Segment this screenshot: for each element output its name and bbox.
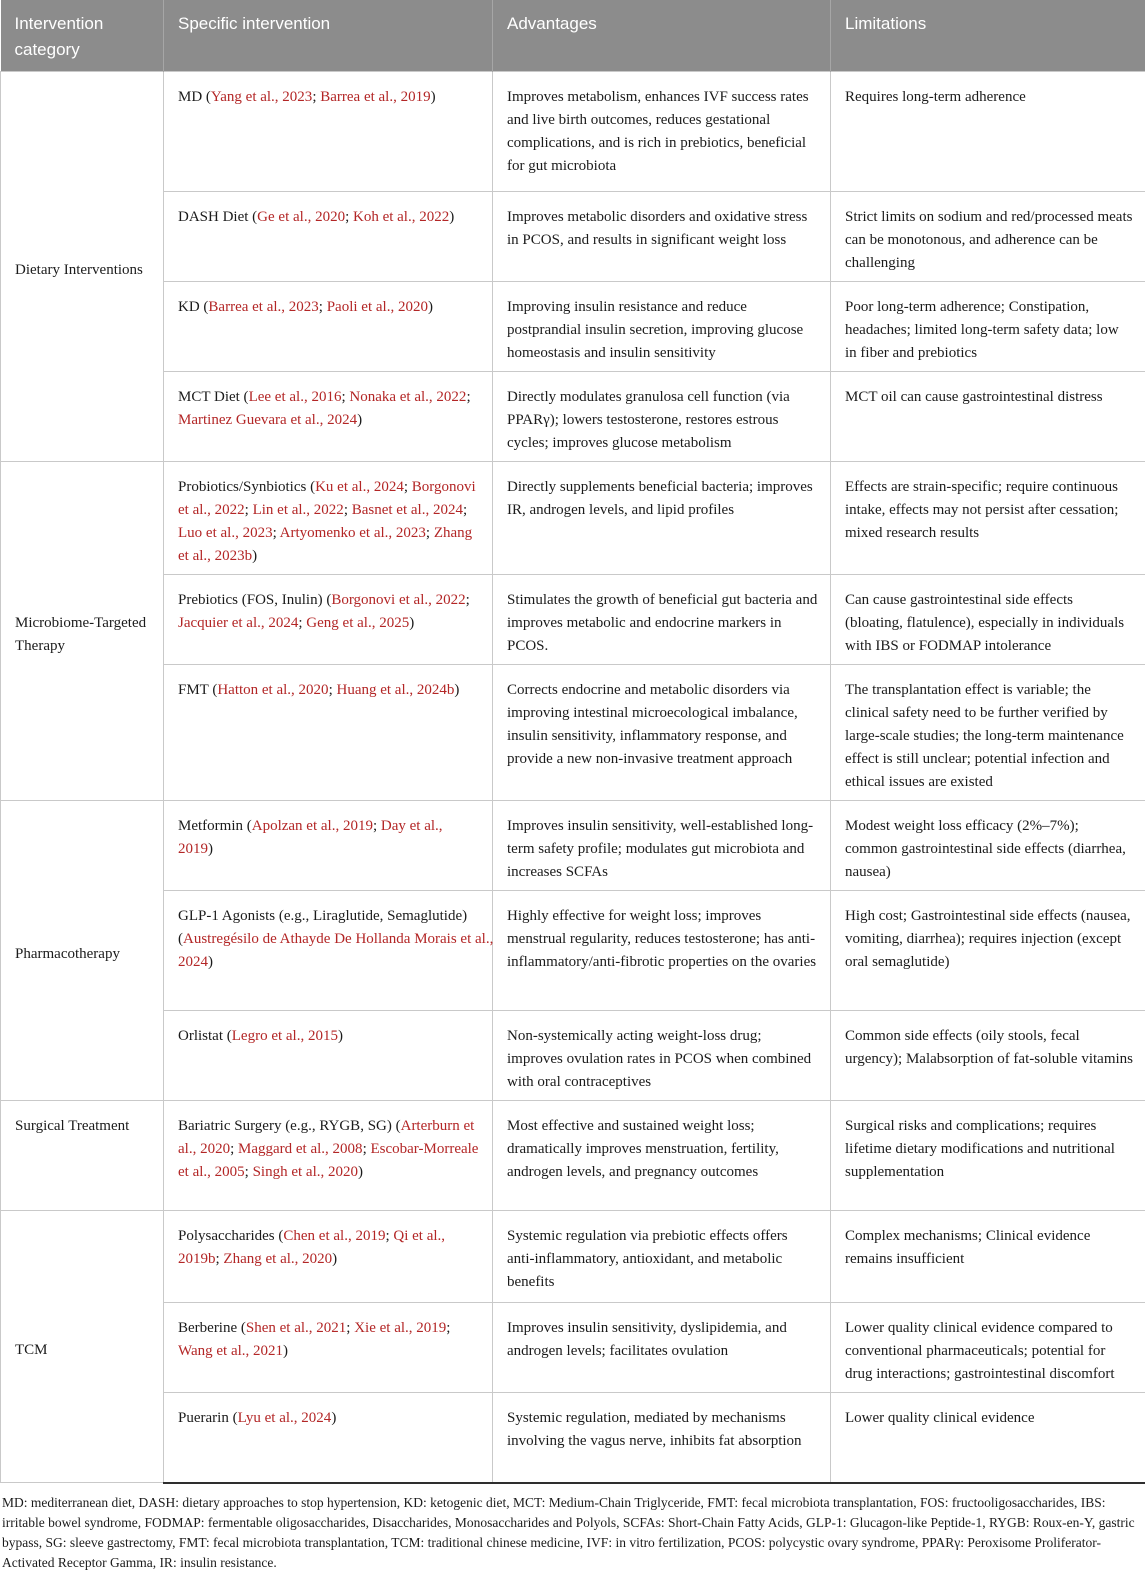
text-segment: ; <box>345 209 353 225</box>
text-segment: Polysaccharides ( <box>178 1228 283 1244</box>
advantages-cell: Systemic regulation via prebiotic effects offers anti-inflammatory, antioxidant, and metabolic benefits <box>493 1211 831 1303</box>
row-orlistat <box>1 1011 1145 1101</box>
text-segment: ) <box>331 1410 336 1426</box>
limitations-cell: Surgical risks and complications; requires lifetime dietary modifications and nutritional supplementation <box>831 1101 1145 1211</box>
intervention-cell <box>164 891 493 1011</box>
citation-link[interactable]: Barrea et al., 2019 <box>320 89 430 105</box>
advantages-cell: Non-systemically acting weight-loss drug; improves ovulation rates in PCOS when combined with oral contraceptives <box>493 1011 831 1101</box>
citation-link[interactable]: Koh et al., 2022 <box>353 209 449 225</box>
text-segment: ) <box>428 299 433 315</box>
citation-link[interactable]: Zhang et al., 2020 <box>223 1251 332 1267</box>
limitations-cell: Can cause gastrointestinal side effects (bloating, flatulence), especially in individuals with IBS or FODMAP intolerance <box>831 575 1145 665</box>
text-segment: ; <box>426 525 434 541</box>
intervention-cell <box>164 1303 493 1393</box>
citation-link[interactable]: Ku et al., 2024 <box>315 479 404 495</box>
limitations-cell: Poor long-term adherence; Constipation, headaches; limited long-term safety data; low in fiber and prebiotics <box>831 282 1145 372</box>
intervention-cell <box>164 575 493 665</box>
col-header-advantages: Advantages <box>493 0 831 72</box>
citation-link[interactable]: Basnet et al., 2024 <box>352 502 463 518</box>
intervention-cell <box>164 282 493 372</box>
text-segment: Berberine ( <box>178 1320 246 1336</box>
text-segment: ; <box>385 1228 393 1244</box>
text-segment: MCT Diet ( <box>178 389 249 405</box>
text-segment: KD ( <box>178 299 208 315</box>
limitations-cell: Lower quality clinical evidence <box>831 1393 1145 1483</box>
text-segment: ) <box>431 89 436 105</box>
citation-link[interactable]: Geng et al., 2025 <box>306 615 409 631</box>
citation-link[interactable]: 2024 <box>178 954 208 970</box>
intervention-cell <box>164 1393 493 1483</box>
row-polysaccharides <box>1 1211 1145 1303</box>
citation-link[interactable]: Legro et al., 2015 <box>232 1028 338 1044</box>
citation-link[interactable]: Paoli et al., 2020 <box>327 299 428 315</box>
citation-link[interactable]: Martinez Guevara et al., 2024 <box>178 412 357 428</box>
text-segment: ) <box>449 209 454 225</box>
advantages-cell: Directly supplements beneficial bacteria; improves IR, androgen levels, and lipid profiles <box>493 462 831 575</box>
header-row <box>1 0 1145 72</box>
limitations-cell: Requires long-term adherence <box>831 72 1145 192</box>
category-cell-surgical-treatment: Surgical Treatment <box>1 1101 164 1211</box>
citation-link[interactable]: Arterburn et al., 2020 <box>178 1118 474 1157</box>
citation-link[interactable]: Borgonovi et al., 2022 <box>331 592 465 608</box>
row-fmt <box>1 665 1145 801</box>
citation-link[interactable]: Qi et al., 2019b <box>178 1228 445 1267</box>
intervention-cell <box>164 1101 493 1211</box>
limitations-cell: Modest weight loss efficacy (2%–7%); common gastrointestinal side effects (diarrhea, nausea) <box>831 801 1145 891</box>
text-segment: ; <box>216 1251 224 1267</box>
text-segment: ; <box>446 1320 450 1336</box>
advantages-cell: Stimulates the growth of beneficial gut bacteria and improves metabolic and endocrine markers in PCOS. <box>493 575 831 665</box>
row-md <box>1 72 1145 192</box>
intervention-cell <box>164 665 493 801</box>
col-header-specific-intervention: Specific intervention <box>164 0 493 72</box>
limitations-cell: MCT oil can cause gastrointestinal distress <box>831 372 1145 462</box>
intervention-cell <box>164 1011 493 1101</box>
limitations-cell: Lower quality clinical evidence compared to conventional pharmaceuticals; potential for drug interactions; gastrointestinal discomfort <box>831 1303 1145 1393</box>
col-header-limitations: Limitations <box>831 0 1145 72</box>
advantages-cell: Directly modulates granulosa cell function (via PPARγ); lowers testosterone, restores estrous cycles; improves glucose metabolism <box>493 372 831 462</box>
advantages-cell: Improves insulin sensitivity, dyslipidemia, and androgen levels; facilitates ovulation <box>493 1303 831 1393</box>
text-segment: ; <box>463 502 467 518</box>
text-segment: ; <box>373 818 381 834</box>
limitations-cell: High cost; Gastrointestinal side effects (nausea, vomiting, diarrhea); requires injection (except oral semaglutide) <box>831 891 1145 1011</box>
citation-link[interactable]: Artyomenko et al., 2023 <box>280 525 426 541</box>
text-segment: ) <box>358 1164 363 1180</box>
text-segment: ) <box>332 1251 337 1267</box>
text-segment: ( <box>178 931 183 947</box>
table-footnote: MD: mediterranean diet, DASH: dietary approaches to stop hypertension, KD: ketogenic diet, MCT: Medium-Chain Triglyceride, FMT: fecal microbiota transplantation, FOS: fructooligosaccharides, IBS: irritable bowel syndrome, FODMAP: fermentable oligosaccharides, Disaccharides, Monosaccharides and Polyols, SCFAs: Short-Chain Fatty Acids, GLP-1: Glucagon-like Peptide-1, RYGB: Roux-en-Y, gastric bypass, SG: sleeve gastrectomy, FMT: fecal microbiota transplantation, TCM: traditional chinese medicine, IVF: in vitro fertilization, PCOS: polycystic ovary syndrome, PPARγ: Peroxisome Proliferator-Activated Receptor Gamma, IR: insulin resistance. <box>0 1484 1145 1573</box>
citation-link[interactable]: Ge et al., 2020 <box>257 209 345 225</box>
citation-link[interactable]: Jacquier et al., 2024 <box>178 615 298 631</box>
intervention-cell <box>164 1211 493 1303</box>
citation-link[interactable]: Barrea et al., 2023 <box>208 299 318 315</box>
citation-link[interactable]: Yang et al., 2023 <box>211 89 312 105</box>
text-segment: ; <box>273 525 280 541</box>
text-segment: ; <box>245 1164 253 1180</box>
citation-link[interactable]: Shen et al., 2021 <box>246 1320 346 1336</box>
row-metformin <box>1 801 1145 891</box>
citation-link[interactable]: Luo et al., 2023 <box>178 525 273 541</box>
row-berberine <box>1 1303 1145 1393</box>
citation-link[interactable]: Austregésilo de Athayde De Hollanda Morais et al., <box>183 931 493 947</box>
citation-link[interactable]: Nonaka et al., 2022 <box>349 389 466 405</box>
row-kd <box>1 282 1145 372</box>
text-segment: GLP-1 Agonists (e.g., Liraglutide, Semaglutide) <box>178 908 467 924</box>
text-segment: ) <box>283 1343 288 1359</box>
advantages-cell: Improving insulin resistance and reduce postprandial insulin secretion, improving glucose homeostasis and insulin sensitivity <box>493 282 831 372</box>
text-segment: ; <box>312 89 320 105</box>
text-segment: ) <box>208 954 213 970</box>
text-segment: ; <box>319 299 327 315</box>
text-segment: ; <box>298 615 306 631</box>
advantages-cell: Improves metabolic disorders and oxidative stress in PCOS, and results in significant weight loss <box>493 192 831 282</box>
citation-link[interactable]: Lee et al., 2016 <box>249 389 342 405</box>
text-segment: Bariatric Surgery (e.g., RYGB, SG) ( <box>178 1118 401 1134</box>
text-segment: Puerarin ( <box>178 1410 238 1426</box>
row-bariatric-surgery <box>1 1101 1145 1211</box>
intervention-cell <box>164 192 493 282</box>
text-segment: ; <box>341 389 349 405</box>
citation-link[interactable]: Escobar-Morreale et al., 2005 <box>178 1141 478 1180</box>
text-segment: FMT ( <box>178 682 217 698</box>
text-segment: ; <box>346 1320 354 1336</box>
citation-link[interactable]: Zhang et al., 2023b <box>178 525 472 564</box>
citation-link[interactable]: Borgonovi et al., 2022 <box>178 479 476 518</box>
citation-link[interactable]: Huang et al., 2024b <box>336 682 454 698</box>
text-segment: ) <box>338 1028 343 1044</box>
advantages-cell: Highly effective for weight loss; improves menstrual regularity, reduces testosterone; has anti-inflammatory/anti-fibrotic properties on the ovaries <box>493 891 831 1011</box>
citation-link[interactable]: Day et al., 2019 <box>178 818 443 857</box>
citation-link[interactable]: Singh et al., 2020 <box>253 1164 358 1180</box>
category-cell-dietary-interventions: Dietary Interventions <box>1 72 164 462</box>
limitations-cell: Common side effects (oily stools, fecal urgency); Malabsorption of fat-soluble vitamins <box>831 1011 1145 1101</box>
citation-link[interactable]: Lyu et al., 2024 <box>238 1410 332 1426</box>
advantages-cell: Most effective and sustained weight loss; dramatically improves menstruation, fertility, androgen levels, and pregnancy outcomes <box>493 1101 831 1211</box>
text-segment: ) <box>409 615 414 631</box>
citation-link[interactable]: Chen et al., 2019 <box>283 1228 385 1244</box>
text-segment: ; <box>466 592 470 608</box>
text-segment: ; <box>344 502 352 518</box>
limitations-cell: Strict limits on sodium and red/processed meats can be monotonous, and adherence can be challenging <box>831 192 1145 282</box>
category-cell-pharmacotherapy: Pharmacotherapy <box>1 801 164 1101</box>
citation-link[interactable]: Wang et al., 2021 <box>178 1343 283 1359</box>
category-cell-microbiome-targeted-therapy: Microbiome-Targeted Therapy <box>1 462 164 801</box>
citation-link[interactable]: Hatton et al., 2020 <box>217 682 328 698</box>
text-segment: MD ( <box>178 89 211 105</box>
advantages-cell: Improves metabolism, enhances IVF success rates and live birth outcomes, reduces gestational complications, and is rich in prebiotics, beneficial for gut microbiota <box>493 72 831 192</box>
text-segment: ; <box>230 1141 238 1157</box>
advantages-cell: Improves insulin sensitivity, well-established long-term safety profile; modulates gut microbiota and increases SCFAs <box>493 801 831 891</box>
intervention-cell <box>164 801 493 891</box>
advantages-cell: Corrects endocrine and metabolic disorders via improving intestinal microecological imbalance, insulin sensitivity, inflammatory response, and provide a new non-invasive treatment approach <box>493 665 831 801</box>
row-puerarin <box>1 1393 1145 1483</box>
text-segment: Prebiotics (FOS, Inulin) ( <box>178 592 331 608</box>
citation-link[interactable]: Apolzan et al., 2019 <box>252 818 373 834</box>
text-segment: ) <box>357 412 362 428</box>
intervention-cell <box>164 372 493 462</box>
row-mct-diet <box>1 372 1145 462</box>
text-segment: ; <box>363 1141 371 1157</box>
text-segment: DASH Diet ( <box>178 209 257 225</box>
row-prebiotics <box>1 575 1145 665</box>
citation-link[interactable]: Xie et al., 2019 <box>354 1320 446 1336</box>
advantages-cell: Systemic regulation, mediated by mechanisms involving the vagus nerve, inhibits fat absorption <box>493 1393 831 1483</box>
row-glp1-agonists <box>1 891 1145 1011</box>
text-segment: ; <box>245 502 253 518</box>
citation-link[interactable]: Maggard et al., 2008 <box>238 1141 363 1157</box>
row-probiotics <box>1 462 1145 575</box>
limitations-cell: The transplantation effect is variable; the clinical safety need to be further verified by large-scale studies; the long-term maintenance effect is still unclear; potential infection and ethical issues are existed <box>831 665 1145 801</box>
text-segment: ; <box>466 389 470 405</box>
text-segment: Probiotics/Synbiotics ( <box>178 479 315 495</box>
text-segment: ) <box>208 841 213 857</box>
limitations-cell: Effects are strain-specific; require continuous intake, effects may not persist after cessation; mixed research results <box>831 462 1145 575</box>
text-segment: Orlistat ( <box>178 1028 232 1044</box>
text-segment: ; <box>329 682 337 698</box>
limitations-cell: Complex mechanisms; Clinical evidence remains insufficient <box>831 1211 1145 1303</box>
row-dash-diet <box>1 192 1145 282</box>
text-segment: ) <box>252 548 257 564</box>
text-segment: ) <box>454 682 459 698</box>
col-header-intervention-category: Intervention category <box>1 0 164 72</box>
category-cell-tcm: TCM <box>1 1211 164 1483</box>
intervention-cell <box>164 72 493 192</box>
text-segment: Metformin ( <box>178 818 252 834</box>
text-segment: ; <box>404 479 412 495</box>
intervention-cell <box>164 462 493 575</box>
citation-link[interactable]: Lin et al., 2022 <box>253 502 344 518</box>
